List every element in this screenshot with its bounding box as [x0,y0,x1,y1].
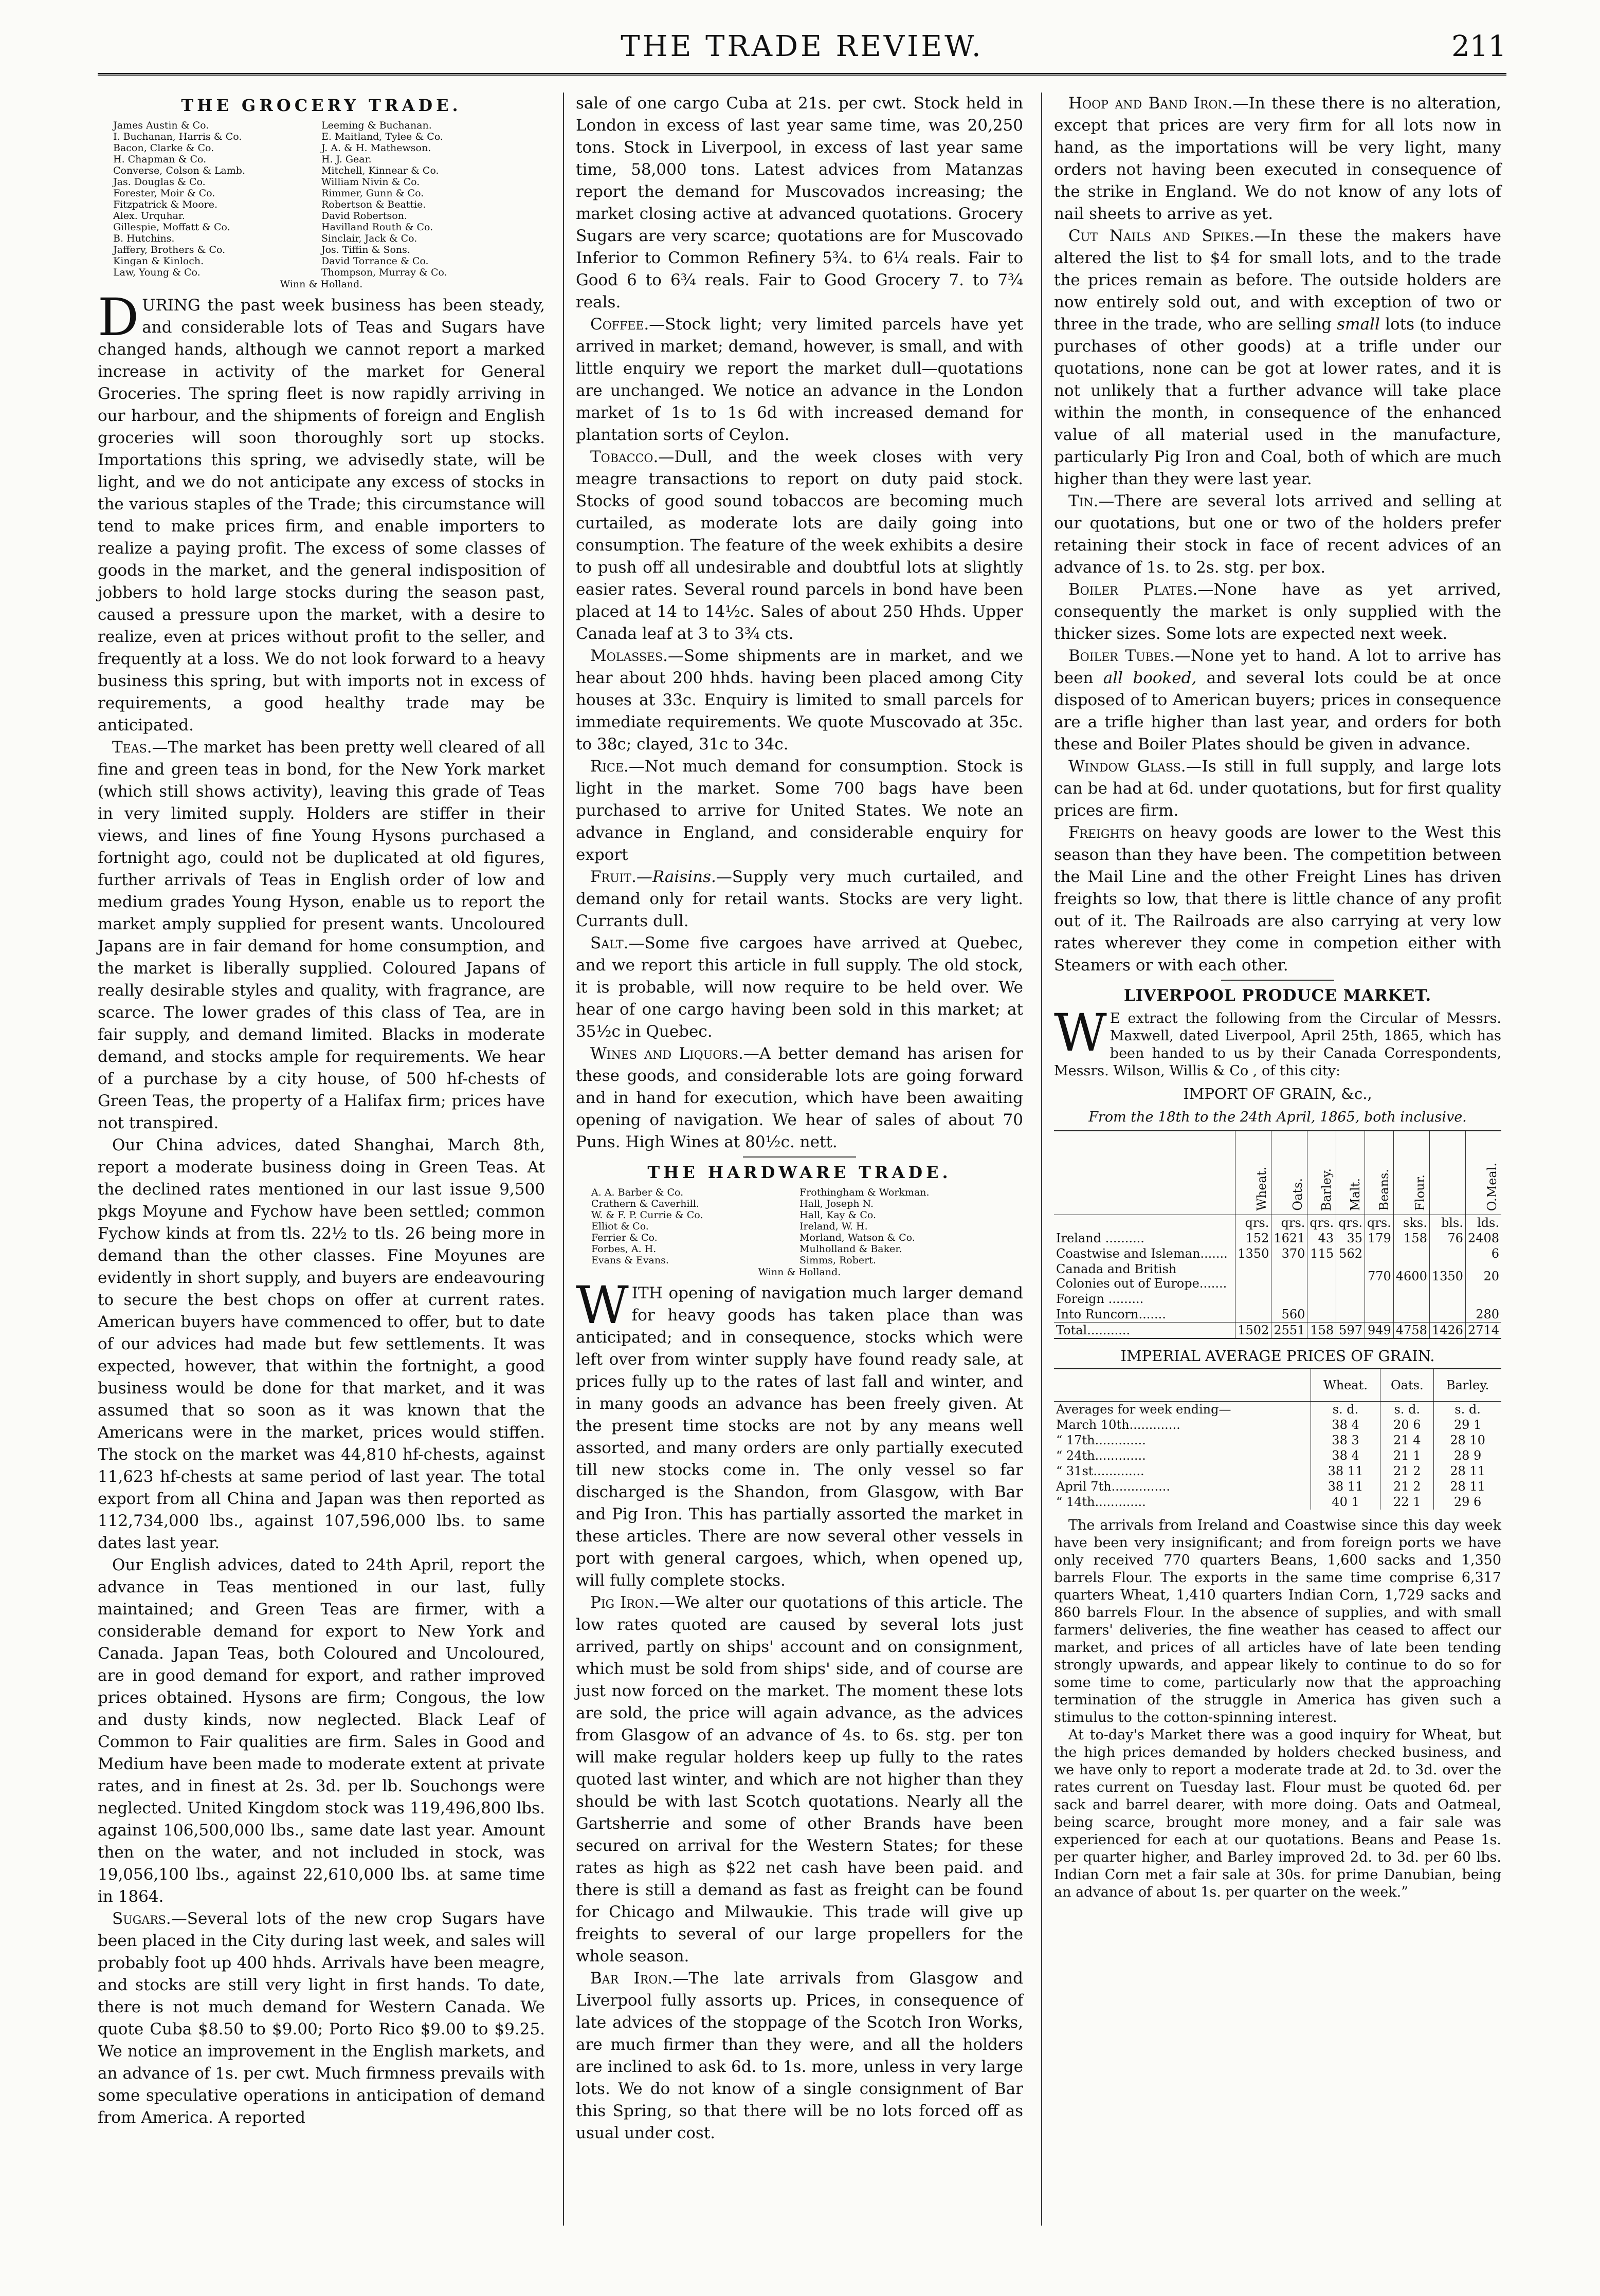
table-cell [1054,1215,1235,1231]
liverpool-intro [1054,1003,1501,1080]
firm-name: Ferrier & Co. [591,1232,658,1243]
unit-cell: sks. [1393,1215,1429,1231]
liverpool-section-title: LIVERPOOL PRODUCE MARKET. [1123,986,1432,1005]
item-heading: Rice. [590,757,629,776]
table-cell [1365,1246,1393,1261]
item-heading: Salt. [590,934,629,952]
table-header-cell [1307,1131,1336,1215]
item-heading: Coffee. [590,315,649,334]
table-cell: 22 1 [1380,1494,1434,1510]
drop-cap: W [1054,1003,1107,1063]
page-header [98,21,1506,77]
table-cell: 76 [1429,1230,1465,1246]
sugars-paragraph [98,1908,545,2129]
item-heading: Fruit. [590,868,637,886]
firm-name: Frothingham & Workman. [799,1187,930,1198]
firm-name: W. & F. P. Currie & Co. [591,1209,703,1221]
firm-name: Forester, Moir & Co. [113,188,215,199]
import-grain-table [1054,1130,1501,1339]
table-cell: 28 9 [1434,1448,1501,1463]
paragraph-text: —None have as yet arrived, consequently the market is only supplied with the thicker sizes. Some lots are expected next week. [1054,580,1502,643]
table-cell: 28 10 [1434,1432,1501,1448]
item-heading: Teas. [112,738,152,757]
table-header-cell [1465,1131,1501,1215]
firm-name: Evans & Evans. [591,1255,669,1266]
paragraph-text: —Some shipments are in market, and we hear about 200 hhds. having been placed among City houses at 33c. Enquiry is limited to small parcels for immediate requirements. We quote Muscovado at 35c. to 38c; clayed, 31c to 34c. [576,647,1023,754]
liverpool-paragraph: The arrivals from Ireland and Coastwise since this day week have been very insignificant; and from foreign ports we have only received 770 quarters Beans, 1,600 sacks and 1,350 barrels Flour. The exports in the same time comprise 6,317 quarters Wheat, 1,410 quarters Indian Corn, 1,729 sacks and 860 barrels Flour. In the absence of supplies, and with small farmers' deliveries, the fine weather has ceased to affect our market, and prices of all articles have of late been tending strongly upwards, and appear likely to continue to do so for some time to come, particularly now that the approaching termination of the struggle in America has given such a stimulus to the cotton-spinning interest. [1054,1517,1501,1725]
unit-cell: s. d. [1434,1402,1501,1418]
table-cell: 158 [1393,1230,1429,1246]
table-header-cell [1336,1131,1365,1215]
table-cell: 43 [1307,1230,1336,1246]
table-cell [1429,1291,1465,1307]
row-label: Into Runcorn....... [1056,1307,1166,1321]
item-heading: Pig Iron. [590,1593,660,1612]
table-cell [1307,1261,1336,1291]
table-header-cell [1429,1131,1465,1215]
firm-name: Thompson, Murray & Co. [321,267,447,278]
firm-name: Law, Young & Co. [113,267,201,278]
firm-name: Mulholland & Baker. [799,1243,902,1255]
section-rule [1221,980,1334,981]
table-cell: 38 11 [1311,1479,1380,1494]
table-cell: 21 4 [1380,1432,1434,1448]
item-heading: Boiler Tubes. [1068,647,1175,665]
table-cell [1336,1261,1365,1291]
firm-name: Rimmer, Gunn & Co. [321,188,424,199]
page-number: 211 [1451,30,1506,63]
table-cell: 38 4 [1311,1417,1380,1432]
table-cell: 38 3 [1311,1432,1380,1448]
column-label: Malt. [1348,1178,1362,1211]
prices-table-title: IMPERIAL AVERAGE PRICES OF GRAIN. [1120,1347,1435,1365]
item-heading: Tobacco. [590,448,659,466]
item-heading: Molasses. [590,647,668,665]
table-cell: 2408 [1465,1230,1501,1246]
paragraph-text: —None yet to hand. A lot to arrive has been [1054,647,1501,687]
prices-table [1054,1368,1501,1510]
firm-name: Mitchell, Kinnear & Co. [321,165,439,176]
table-cell [1429,1246,1465,1261]
paragraph-text: —In these there is no alteration, except that prices are very firm for all lots now in hand, as the importations will be very light, many orders not having been executed in consequence of the strike in England. We do not know of any lots of nail sheets to arrive as yet. [1054,94,1501,223]
firm-name: Kingan & Kinloch. [113,255,204,267]
column-label: Beans. [1376,1169,1391,1211]
tobacco-paragraph [576,446,1023,645]
table-cell [1365,1291,1393,1307]
row-label: Averages for week ending— [1056,1402,1231,1417]
table-cell: 40 1 [1311,1494,1380,1510]
firm-name: Winn & Holland. [280,279,363,290]
table-cell: 1350 [1235,1246,1271,1261]
firm-list-right [799,1187,1008,1266]
row-label: “ 14th............. [1056,1495,1146,1509]
item-heading: Tin. [1068,492,1099,510]
unit-cell: s. d. [1380,1402,1434,1418]
table-cell: 2714 [1465,1323,1501,1339]
table-row [1054,1246,1501,1261]
table-cell [1393,1291,1429,1307]
table-cell: 6 [1465,1246,1501,1261]
table-row [1054,1215,1501,1231]
table-row [1054,1494,1501,1510]
table-row [1054,1230,1501,1246]
fruit-paragraph [576,866,1023,932]
paragraph-text: —A better demand has arisen for these goods, and considerable lots are going forward and in hand for execution, which have been awaiting opening of navigation. We hear of sales of about 70 Puns. High Wines at 80½c. nett. [576,1044,1023,1151]
salt-paragraph [576,932,1023,1043]
table-cell: 1350 [1429,1261,1465,1291]
column-2 [576,93,1023,2144]
table-cell: 115 [1307,1246,1336,1261]
table-header-cell [1271,1131,1307,1215]
table-cell [1393,1307,1429,1323]
column-divider [563,93,564,2226]
row-label: Canada and British Colonies out of Europe....... [1056,1262,1227,1291]
item-heading: Freights [1068,823,1135,842]
paragraph-text: —Not much demand for consumption. Stock is light in the market. Some 700 bags have been purchased to arrive for United States. We note an advance in England, and considerable enquiry for export [576,757,1023,864]
firm-name: Ireland, W. H. [799,1221,868,1232]
table-header-cell [1365,1131,1393,1215]
firm-name: Elliot & Co. [591,1221,649,1232]
header-rule [98,73,1506,76]
row-label: Foreign ......... [1056,1292,1144,1306]
table-cell [1235,1307,1271,1323]
unit-cell: lds. [1465,1215,1501,1231]
row-label: “ 24th............. [1056,1448,1146,1463]
item-heading: Cut Nails and Spikes. [1068,227,1254,245]
item-heading: Wines and Liquors. [590,1044,743,1063]
paragraph-text: on heavy goods are lower to the West this season than they have been. The competition between the Mail Line and the other Freight Lines has driven freights so low, that there is little chance of any profit out of it. The Railroads are also carrying at very low rates wherever they come in competion either with Steamers or with each other. [1054,823,1501,975]
coffee-paragraph [576,314,1023,446]
column-label: Wheat. [1254,1167,1269,1211]
nails-paragraph [1054,225,1501,490]
table-cell: 35 [1336,1230,1365,1246]
table-cell: 1502 [1235,1323,1271,1339]
paragraph-text: —The late arrivals from Glasgow and Liverpool fully assorts up. Prices, in consequence of late advices of the stoppage of the Scotch Iron Works, are much firmer than they were, and all the holders are inclined to ask 6d. to 1s. more, unless in very large lots. We do not know of a single consignment of Bar this Spring, so that there will be no lots forced off as usual under cost. [576,1969,1023,2142]
table-header-cell [1235,1131,1271,1215]
unit-cell: qrs. [1271,1215,1307,1231]
table-cell [1465,1291,1501,1307]
table-cell: 21 2 [1380,1463,1434,1479]
firm-list-left [591,1187,799,1266]
table-header-cell [1054,1369,1311,1402]
firm-name: Jas. Douglas & Co. [113,176,206,188]
bar-iron-paragraph [576,1968,1023,2144]
table-cell [1393,1246,1429,1261]
firm-name: Morland, Watson & Co. [799,1232,915,1243]
paragraph-text: —Is still in full supply, and large lots can be had at 6d. under quotations, but for first quality prices are firm. [1054,757,1501,820]
item-heading: Boiler Plates. [1068,580,1198,599]
paragraph-text: —Several lots of the new crop Sugars have been placed in the City during last week, and sales will probably foot up 400 hhds. Arrivals have been meagre, and stocks are still very light in first hands. To date, there is not much demand for Western Canada. We quote Cuba $8.50 to $9.00; Porto Rico $9.00 to $9.25. We notice an improvement in the English markets, and an advance of 1s. per cwt. Much firmness prevails with some speculative operations in anticipation of demand from America. A reported [98,1909,545,2127]
paragraph-text: ITH opening of navigation much larger demand for heavy goods has taken place than was anticipated; and in consequence, stocks which were left over from winter supply have found ready sale, at prices fully up to the rates of last fall and winter, and in many goods an advance has been freely given. At the present time stocks are not by any means well assorted, and many orders are only partially executed till new stocks come in. The only vessel so far discharged is the Shandon, from Glasgow, with Bar and Pig Iron. This has partially assorted the market in these articles. There are now several other vessels in port with general cargoes, which, when opened up, will fully complete stocks. [576,1284,1023,1590]
firm-name: I. Buchanan, Harris & Co. [113,131,242,142]
unit-cell: qrs. [1336,1215,1365,1231]
paragraph-text: —The market has been pretty well cleared of all fine and green teas in bond, for the New York market (which still shows activity), leaving this grade of Teas in very limited supply. Holders are stiffer in their views, and lines of fine Young Hysons purchased a fortnight ago, could not be duplicated at old figures, further arrivals of Teas in English order of low and medium grades Young Hyson, enable us to report the market amply supplied for present wants. Uncoloured Japans are in fair demand for home consumption, and the market is liberally supplied. Coloured Japans of really desirable styles and quality, with fragrance, are scarce. The lower grades of this class of Tea, are in fair supply, and demand limited. Blacks in moderate demand, and stocks ample for requirements. We hear of a purchase by a city house, of 500 hf-chests of Green Teas, the property of a Halifax firm; prices have not transpired. [98,738,545,1132]
firm-name: Converse, Colson & Lamb. [113,165,245,176]
firm-name: Hall, Joseph N. [799,1198,874,1209]
emphasis-text: small [1337,315,1380,334]
column-label: Flour. [1412,1174,1427,1211]
china-paragraph: Our China advices, dated Shanghai, March 8th, report a moderate business doing in Green Teas. At the declined rates mentioned in our last issue 9,500 pkgs Moyune and Fychow have been settled; common Fychow kinds at from tls. 22½ to tls. 26 being more in demand than the other classes. Fine Moyunes are evidently in short supply, and buyers are endeavouring to secure the best chops on offer at current rates. American buyers have commenced to offer, but to date of our advices had made but few settlements. It was expected, however, that within the fortnight, a good business would be done for that market, and it was assumed that so soon as it was known that the Americans were in the market, prices would stiffen. The stock on the market was 44,810 hf-chests, against 11,623 hf-chests at same period of last year. The total export from all China and Japan was then reported as 112,734,000 lbs., against 107,596,000 lbs. to same dates last year. [98,1136,545,1552]
firm-name: David Robertson. [321,210,407,222]
firm-name: Robertson & Beattie. [321,199,426,210]
table-cell [1336,1291,1365,1307]
table-header-cell: Barley. [1434,1369,1501,1402]
grocery-section-title: THE GROCERY TRADE. [181,96,462,115]
firm-name: J. A. & H. Mathewson. [321,142,431,154]
table-cell: 29 1 [1434,1417,1501,1432]
table-cell: 2551 [1271,1323,1307,1339]
paragraph-text: lots (to induce purchases of other goods) at a trifle under our quotations, none can be got at lower rates, and it is not unlikely that a further advance will take place within the month, in consequence of the enhanced value of all material used in the manufacture, particularly Pig Iron and Coal, both of which are much higher than they were last year. [1054,315,1501,488]
section-rule [743,1156,856,1158]
table-cell [1365,1307,1393,1323]
emphasis-text: all booked, [1103,669,1197,687]
boiler-plates-paragraph [1054,579,1501,645]
wines-paragraph [576,1043,1023,1153]
table-cell [1271,1261,1307,1291]
rice-paragraph [576,756,1023,866]
unit-cell: qrs. [1365,1215,1393,1231]
boiler-tubes-paragraph [1054,645,1501,756]
paragraph-text: —Some five cargoes have arrived at Quebec, and we report this article in full supply. The old stock, it is probable, will now require to be held over. We hear of one cargo having been sold in this market; at 35½c in Quebec. [576,934,1023,1041]
table-row [1054,1448,1501,1463]
table-row [1054,1417,1501,1432]
paragraph-text: E extract the following from the Circular of Messrs. Maxwell, dated Liverpool, April 25th, 1865, which has been handed to us by their Canada Correspondents, Messrs. Wilson, Willis & Co , of this city: [1054,1011,1501,1079]
row-label: “ 31st............. [1056,1464,1144,1478]
column-1 [98,93,545,2129]
table-header-cell: Wheat. [1311,1369,1380,1402]
firm-name: Jaffery, Brothers & Co. [113,244,226,255]
table-cell: 4758 [1393,1323,1429,1339]
table-cell: 770 [1365,1261,1393,1291]
hoop-iron-paragraph [1054,93,1501,225]
firm-name: Hall, Kay & Co. [799,1209,877,1221]
table-cell: 1621 [1271,1230,1307,1246]
firm-list-left [113,120,321,278]
column-label: O.Meal. [1485,1162,1499,1211]
paragraph-text: —Supply very much curtailed, and demand only for retail wants. Stocks are very light. Currants dull. [576,868,1023,930]
paragraph-text: and several lots could be at once disposed of to American buyers; prices in consequence are a trifle higher than last year, and orders for both these and Boiler Plates should be given in advance. [1054,669,1501,754]
item-heading: Bar Iron. [590,1969,673,1988]
table-row [1054,1402,1501,1418]
row-label: “ 17th............. [1056,1433,1146,1447]
item-heading: Window Glass. [1068,757,1186,776]
table-cell: 370 [1271,1246,1307,1261]
firm-name: Simms, Robert. [799,1255,876,1266]
firm-name: E. Maitland, Tylee & Co. [321,131,443,142]
table-cell: 20 6 [1380,1417,1434,1432]
liverpool-paragraph: At to-day's Market there was a good inquiry for Wheat, but the high prices demanded by holders checked business, and we have only to report a moderate trade at 2d. to 3d. over the rates current on Tuesday last. Flour must be quoted 6d. per sack and barrel dearer, with more doing. Oats and Oatmeal, being scarce, brought more money, and a fair sale was experienced for each at our quotations. Beans and Pease 1s. per quarter higher, and Barley improved 2d. to 3d. per 60 lbs. Indian Corn met a fair sale at 30s. for prime Danubian, being an advance of about 1s. per quarter on the week.” [1054,1727,1501,1900]
firm-name: A. A. Barber & Co. [591,1187,684,1198]
unit-cell: bls. [1429,1215,1465,1231]
table-header-cell [1054,1131,1235,1215]
firm-name: H. Chapman & Co. [113,154,207,165]
column-label: Barley. [1319,1168,1334,1211]
firm-name: David Torrance & Co. [321,255,429,267]
item-heading: Hoop and Band Iron. [1068,94,1233,113]
table-cell: 38 11 [1311,1463,1380,1479]
table-row [1054,1479,1501,1494]
hardware-section-title: THE HARDWARE TRADE. [647,1163,952,1182]
table-cell: 21 1 [1380,1448,1434,1463]
table-cell: 158 [1307,1323,1336,1339]
table-cell: 1426 [1429,1323,1465,1339]
english-paragraph: Our English advices, dated to 24th April, report the advance in Teas mentioned in our last, fully maintained; and Green Teas are firmer, with a considerable demand for export to New York and Canada. Japan Teas, both Coloured and Uncoloured, are in good demand for export, and rather improved prices obtained. Hysons are firm; Congous, the low and dusty kinds, now neglected. Black Leaf of Common to Fair qualities are firm. Sales in Good and Medium have been made to moderate extent at private rates, and in finest at 2s. 3d. per lb. Souchongs were neglected. United Kingdom stock was 119,496,800 lbs. against 106,500,000 lbs., same date last year. Amount then on the water, and not included in stock, was 19,056,100 lbs., against 22,610,000 lbs. at same time in 1864. [98,1556,545,1906]
table-cell: 949 [1365,1323,1393,1339]
firm-name: William Nivin & Co. [321,176,420,188]
table-cell [1271,1291,1307,1307]
table-row [1054,1432,1501,1448]
firm-name: Gillespie, Moffatt & Co. [113,222,230,233]
table-cell: 28 11 [1434,1479,1501,1494]
paragraph-text: —In these the makers have altered the list to $4 for small lots, and to the trade the prices remain as before. The outside holders are now entirely sold out, and with exception of two or three in the trade, who are selling [1054,227,1501,334]
firm-name: Sinclair, Jack & Co. [321,233,417,244]
table-cell: 152 [1235,1230,1271,1246]
total-row [1054,1323,1501,1339]
table-cell: 560 [1271,1307,1307,1323]
firm-list-right [321,120,530,278]
firm-name: Crathern & Caverhill. [591,1198,699,1209]
table-cell [1429,1307,1465,1323]
table-cell [1235,1261,1271,1291]
row-label: Coastwise and Isleman....... [1056,1246,1228,1261]
table-cell: 4600 [1393,1261,1429,1291]
firm-name: Forbes, A. H. [591,1243,657,1255]
grocery-firm-list [98,120,545,278]
item-subheading: —Raisins. [636,868,716,886]
paragraph-text: —We alter our quotations of this article. The low rates quoted are caused by several lots just arrived, partly on ships' account and on consignment, which must be sold from ships' side, and of course are just now forced on the market. The moment these lots are sold, the price will again advance, as the advices from Glasgow of an advance of 4s. to 6s. stg. per ton will make regular holders keep up fully to the rates quoted last winter, and which are not higher than they should be with last Scotch quotations. Nearly all the Gartsherrie and some of other Brands have been secured on arrival for the Western States; for these rates as high as $22 net cash have been paid. and there is still a demand as fast as freight can be found for Chicago and Milwaukie. This trade will give up freights to several of our large propellers for the whole season. [576,1593,1024,1966]
table-cell: 280 [1465,1307,1501,1323]
paragraph-text: —Stock light; very limited parcels have yet arrived in market; demand, however, is small, and with little enquiry we report the market dull—quotations are unchanged. We notice an advance in the London market of 1s to 1s 6d with increased demand for plantation sorts of Ceylon. [576,315,1023,444]
firm-name: Leeming & Buchanan. [321,120,432,131]
sugars-continued: sale of one cargo Cuba at 21s. per cwt. Stock held in London in excess of last year same time, was 20,250 tons. Stock in Liverpool, in excess of last year same time, 58,000 tons. Latest advices from Matanzas report the demand for Muscovados increasing; the market closing active at advanced quotations. Grocery Sugars are very scarce; quotations are for Muscovado Inferior to Common Refinery 5¾. to 6¼ reals. Fair to Good 6 to 6¾ reals. Fair to Good Grocery 7. to 7¾ reals. [576,94,1023,311]
table-cell: 28 11 [1434,1463,1501,1479]
paragraph-text: —There are several lots arrived and selling at our quotations, but one or two of the holders prefer retaining their stock in face of recent advices of an advance of 1s. to 2s. stg. per box. [1054,492,1501,577]
row-label: Total........... [1054,1323,1235,1339]
unit-cell: qrs. [1235,1215,1271,1231]
firm-name: Winn & Holland. [758,1266,841,1278]
hardware-intro [576,1275,1023,1592]
molasses-paragraph [576,645,1023,756]
table-cell: 562 [1336,1246,1365,1261]
window-glass-paragraph [1054,756,1501,822]
row-label: April 7th............... [1056,1479,1170,1494]
grocery-intro [98,287,545,737]
freights-paragraph [1054,822,1501,977]
table-cell [1307,1291,1336,1307]
table-cell: 597 [1336,1323,1365,1339]
unit-cell: s. d. [1311,1402,1380,1418]
hardware-firm-list [576,1187,1023,1266]
column-label: Oats. [1290,1178,1305,1211]
table-cell [1235,1291,1271,1307]
import-table-subtitle: From the 18th to the 24th April, 1865, both inclusive. [1088,1109,1467,1125]
row-label: March 10th............. [1056,1418,1180,1432]
paragraph-text: URING the past week business has been steady, and considerable lots of Teas and Sugars have changed hands, although we cannot report a marked increase in activity of the market for General Groceries. The spring fleet is now rapidly arriving in our harbour, and the shipments of foreign and English groceries will soon thoroughly sort up stocks. Importations this spring, we advisedly state, will be light, and we do not anticipate any excess of stocks in the various staples of the Trade; this circumstance will tend to make prices firm, and enable importers to realize a paying profit. The excess of some classes of goods in the market, and the general indisposition of jobbers to hold large stocks during the season past, caused a pressure upon the market, with a desire to realize, even at prices without profit to the seller, and frequently at a loss. We do not look forward to a heavy business this spring, but with imports not in excess of requirements, a good healthy trade may be anticipated. [98,296,545,734]
pig-iron-paragraph [576,1592,1023,1968]
table-row [1054,1261,1501,1291]
table-cell: 38 4 [1311,1448,1380,1463]
teas-paragraph [98,737,545,1134]
table-header-cell: Oats. [1380,1369,1434,1402]
row-label: Ireland .......... [1056,1231,1144,1245]
table-header-row [1054,1369,1501,1402]
item-heading: Sugars. [112,1909,171,1928]
table-header-cell [1393,1131,1429,1215]
unit-cell: qrs. [1307,1215,1336,1231]
column-3 [1054,93,1501,1901]
firm-name: H. J. Gear. [321,154,372,165]
firm-name: Alex. Urquhar. [113,210,185,222]
drop-cap: D [98,287,139,347]
firm-name: James Austin & Co. [113,120,209,131]
table-cell: 21 2 [1380,1479,1434,1494]
paragraph-text: —Dull, and the week closes with very meagre transactions to report on duty paid stock. Stocks of good sound tobaccos are becoming much curtailed, as moderate lots are daily going into consumption. The feature of the week exhibits a desire to push off all undesirable and doubtful lots at slightly easier rates. Several round parcels in bond have been placed at 14 to 14½c. Sales of about 250 Hhds. Upper Canada leaf at 3 to 3¾ cts. [576,448,1023,643]
table-row [1054,1307,1501,1323]
firm-name: Fitzpatrick & Moore. [113,199,218,210]
drop-cap: W [576,1275,629,1335]
table-cell: 29 6 [1434,1494,1501,1510]
tin-paragraph [1054,490,1501,579]
table-cell: 20 [1465,1261,1501,1291]
table-row [1054,1291,1501,1307]
column-divider [1041,93,1042,2226]
firm-name: B. Hutchins. [113,233,175,244]
table-row [1054,1463,1501,1479]
table-cell: 179 [1365,1230,1393,1246]
firm-name: Havilland Routh & Co. [321,222,433,233]
table-cell [1307,1307,1336,1323]
publication-title: THE TRADE REVIEW. [621,30,984,63]
table-header-row [1054,1131,1501,1215]
firm-name: Bacon, Clarke & Co. [113,142,214,154]
import-table-title: IMPORT OF GRAIN, &c., [1183,1085,1372,1103]
table-cell [1336,1307,1365,1323]
firm-name: Jos. Tiffin & Sons. [321,244,410,255]
